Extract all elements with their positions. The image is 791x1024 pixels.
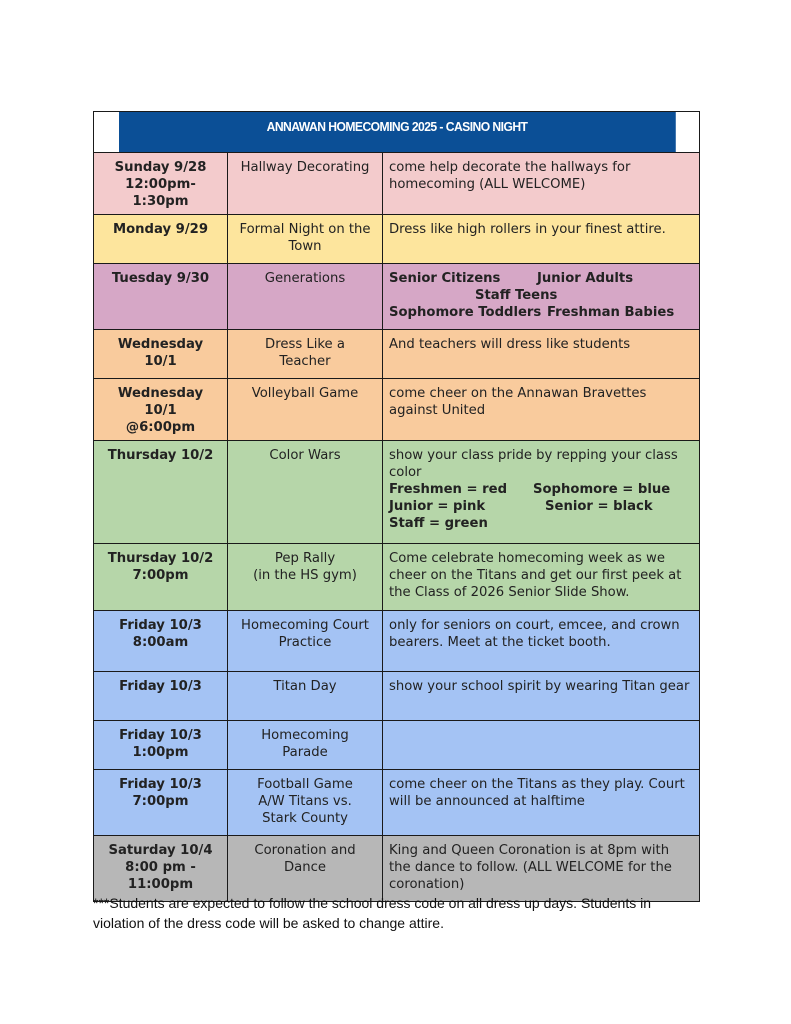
day-cell: Tuesday 9/30: [94, 264, 228, 330]
description-cell: only for seniors on court, emcee, and crown bearers. Meet at the ticket booth.: [383, 611, 700, 672]
color-staff: Staff = green: [389, 516, 488, 531]
day-cell: Friday 10/3 1:00pm: [94, 721, 228, 770]
day-cell: Thursday 10/2 7:00pm: [94, 544, 228, 611]
description-cell: Come celebrate homecoming week as we cheer on the Titans and get our first peek at the Class of 2026 Senior Slide Show.: [383, 544, 700, 611]
day-cell: Thursday 10/2: [94, 441, 228, 544]
table-row: [94, 330, 700, 379]
event-cell: Color Wars: [228, 441, 383, 544]
event-cell: Titan Day: [228, 672, 383, 721]
event-cell: Volleyball Game: [228, 379, 383, 441]
table-row: [94, 836, 700, 902]
description-cell: come help decorate the hallways for homecoming (ALL WELCOME): [383, 153, 700, 215]
table-row: [94, 379, 700, 441]
table-row: [94, 544, 700, 611]
table-row: [94, 770, 700, 836]
description-cell: show your school spirit by wearing Titan gear: [383, 672, 700, 721]
group-senior: Senior Citizens: [389, 271, 501, 286]
schedule-table: [93, 111, 700, 902]
event-cell: Pep Rally (in the HS gym): [228, 544, 383, 611]
day-cell: Saturday 10/4 8:00 pm - 11:00pm: [94, 836, 228, 902]
table-row: [94, 264, 700, 330]
table-row: [94, 441, 700, 544]
table-row: [94, 153, 700, 215]
day-cell: Monday 9/29: [94, 215, 228, 264]
day-cell: Wednesday 10/1 @6:00pm: [94, 379, 228, 441]
description-cell: show your class pride by repping your class color Freshmen = red Sophomore = blue Junior = pink Senior = black Staff = green: [383, 441, 700, 544]
color-freshmen: Freshmen = red: [389, 482, 508, 497]
description-cell: Dress like high rollers in your finest attire.: [383, 215, 700, 264]
day-cell: Wednesday 10/1: [94, 330, 228, 379]
description-cell: [383, 264, 700, 330]
description-cell: [383, 721, 700, 770]
description-cell: come cheer on the Titans as they play. Court will be announced at halftime: [383, 770, 700, 836]
day-cell: Sunday 9/28 12:00pm-1:30pm: [94, 153, 228, 215]
event-cell: Coronation and Dance: [228, 836, 383, 902]
group-staff: Staff Teens: [475, 288, 558, 303]
color-junior: Junior = pink: [389, 499, 486, 514]
day-cell: Friday 10/3: [94, 672, 228, 721]
day-cell: Friday 10/3 8:00am: [94, 611, 228, 672]
event-cell: Football Game A/W Titans vs. Stark County: [228, 770, 383, 836]
description-cell: come cheer on the Annawan Bravettes against United: [383, 379, 700, 441]
event-cell: Homecoming Parade: [228, 721, 383, 770]
page-title: ANNAWAN HOMECOMING 2025 - CASINO NIGHT: [118, 112, 676, 153]
table-row: [94, 611, 700, 672]
event-cell: Dress Like a Teacher: [228, 330, 383, 379]
table-row: [94, 215, 700, 264]
title-row: [94, 112, 700, 153]
group-junior: Junior Adults: [537, 271, 634, 286]
color-sophomore: Sophomore = blue: [533, 482, 671, 497]
event-cell: Generations: [228, 264, 383, 330]
event-cell: Formal Night on the Town: [228, 215, 383, 264]
dress-code-note: ***Students are expected to follow the school dress code on all dress up days. Students in violation of the dress code will be asked to change attire.: [93, 895, 652, 931]
description-cell: And teachers will dress like students: [383, 330, 700, 379]
event-cell: Hallway Decorating: [228, 153, 383, 215]
day-cell: Friday 10/3 7:00pm: [94, 770, 228, 836]
table-row: [94, 721, 700, 770]
color-senior: Senior = black: [545, 499, 653, 514]
group-sophomore: Sophomore Toddlers: [389, 305, 542, 320]
group-freshman: Freshman Babies: [547, 305, 675, 320]
event-cell: Homecoming Court Practice: [228, 611, 383, 672]
table-row: [94, 672, 700, 721]
description-cell: King and Queen Coronation is at 8pm with the dance to follow. (ALL WELCOME for the coronation): [383, 836, 700, 902]
